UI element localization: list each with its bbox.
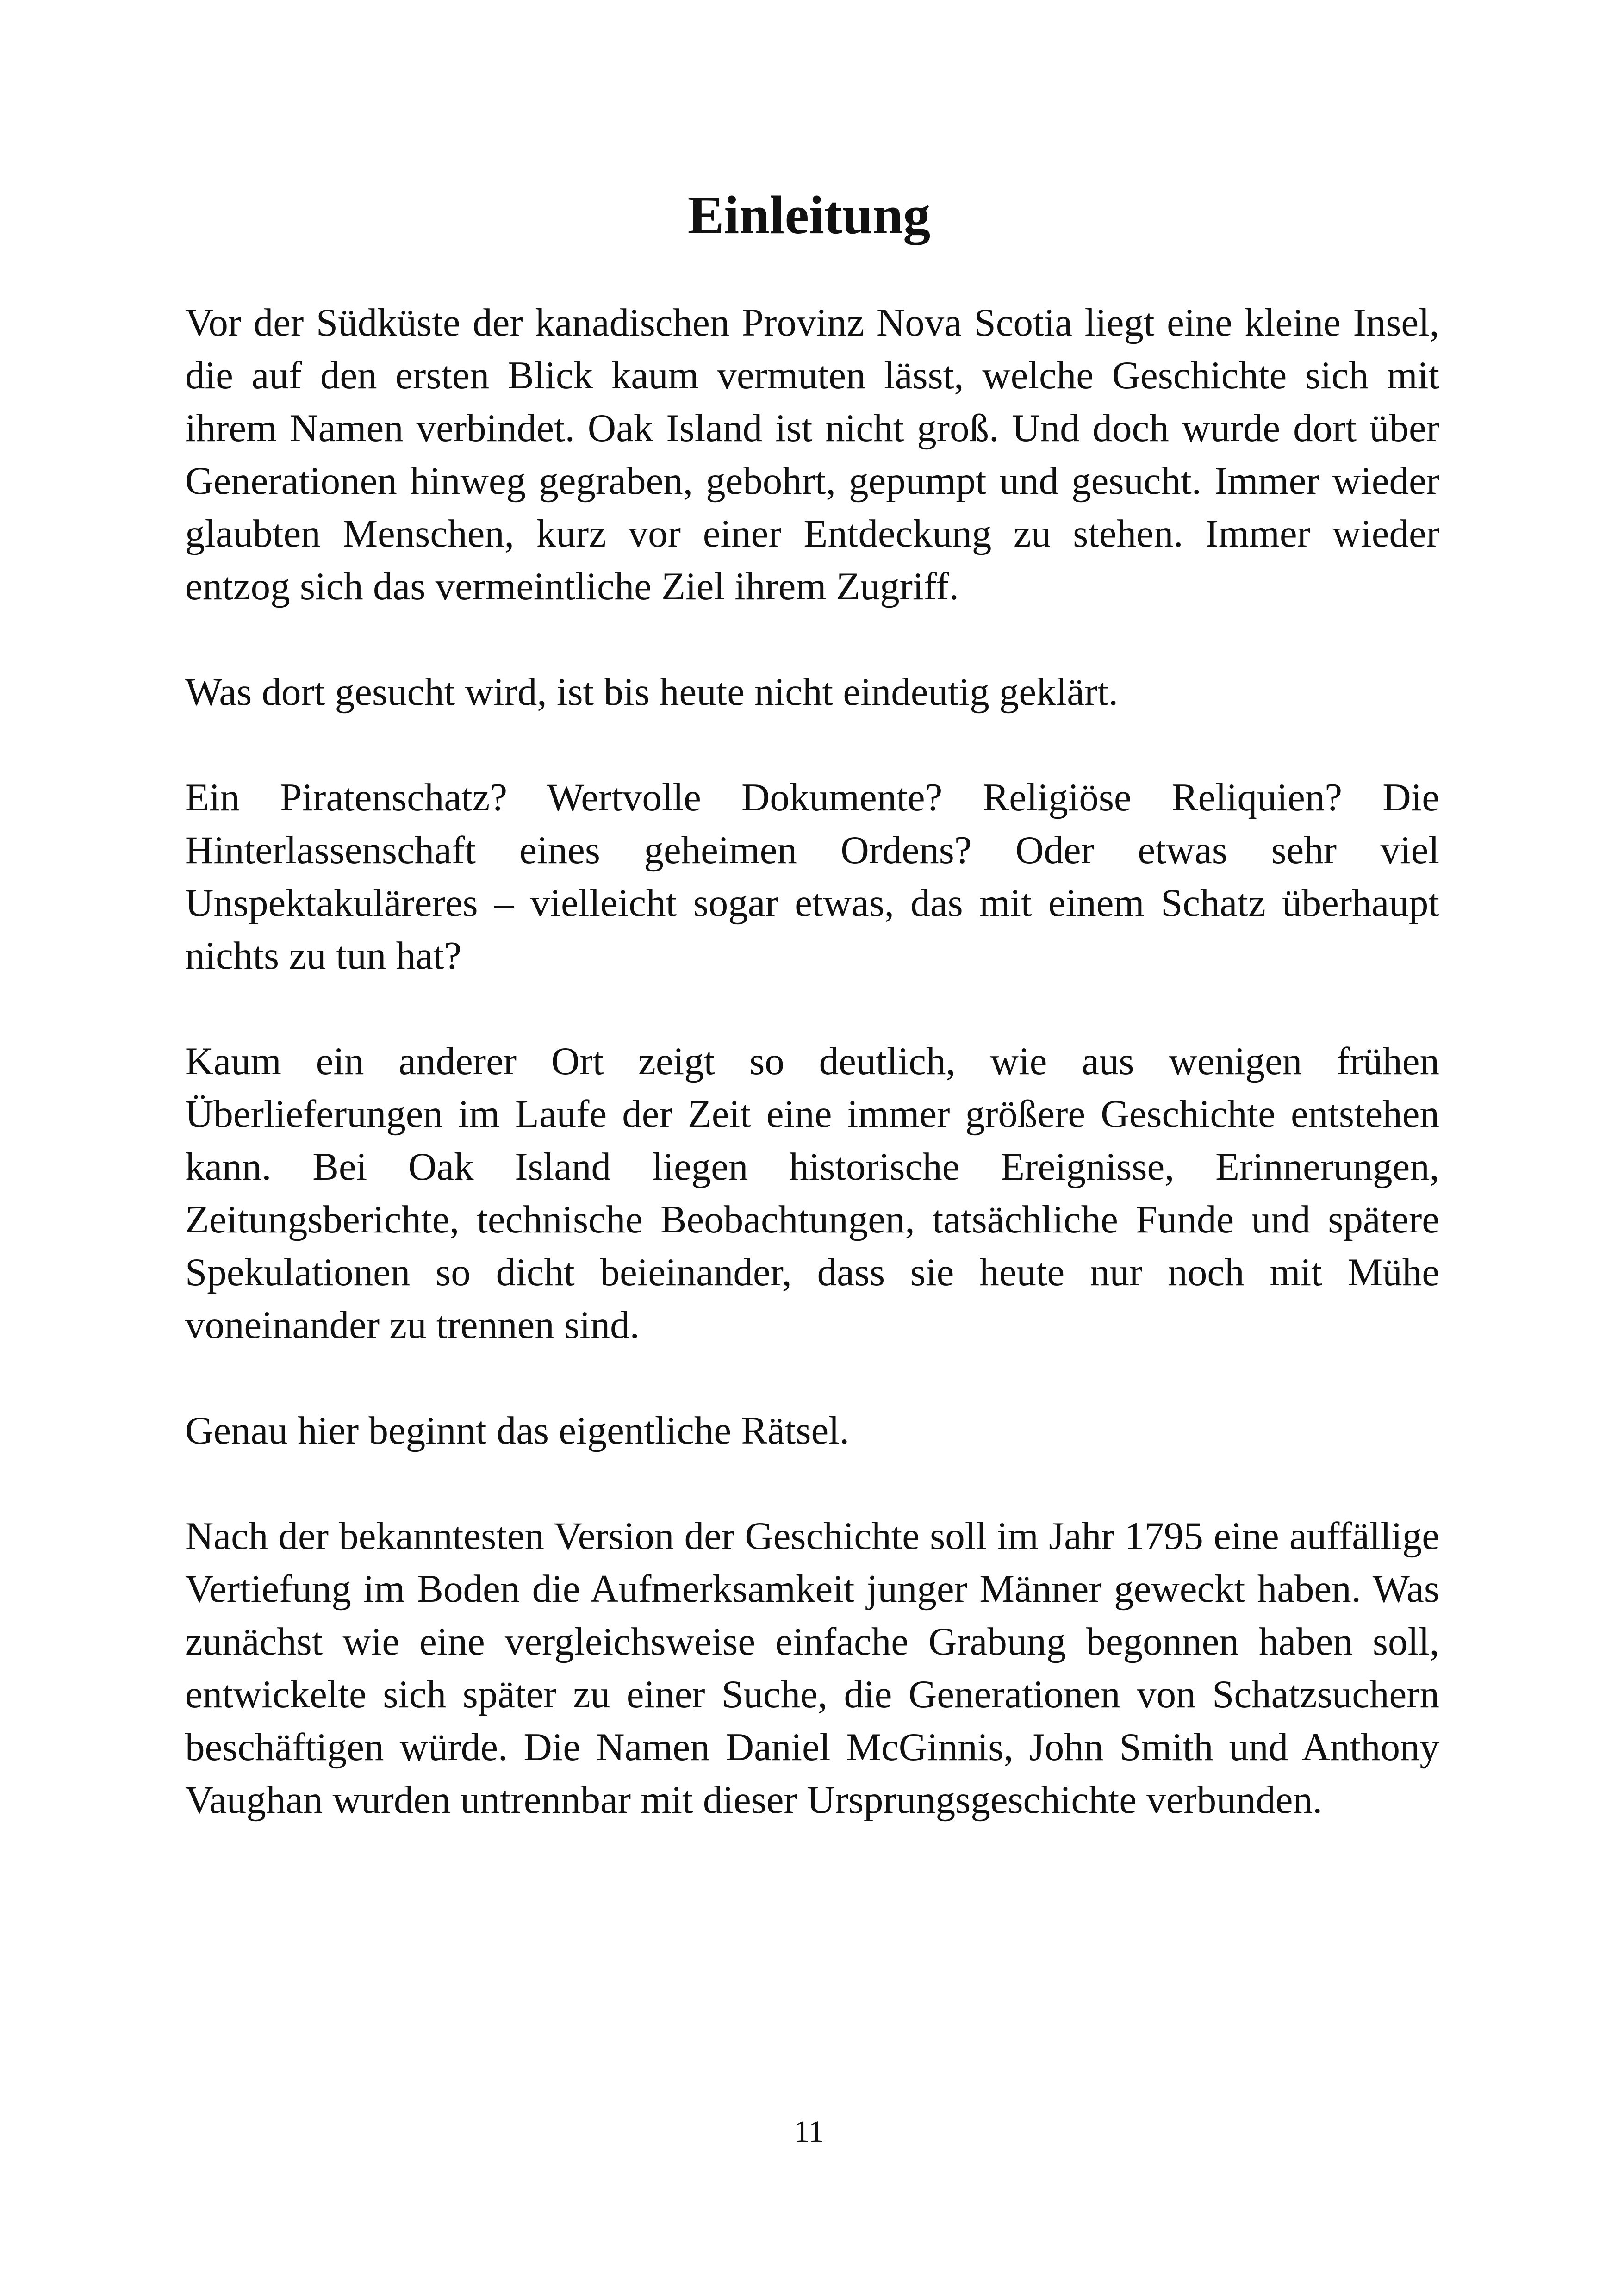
paragraph-traditions: Kaum ein anderer Ort zeigt so deutlich, wie aus wenigen frühen Überlieferungen im Laufe der Zeit eine immer größere Geschichte entstehen kann. Bei Oak Island liegen historische Ereignisse, Erinnerungen, Zeitungsberichte, technische Beobachtungen, tatsächliche Funde und spätere Spekulationen so dicht beieinander, dass sie heute nur noch mit Mühe voneinander zu trennen sind.	[185, 1039, 1439, 1347]
paragraph-unclear: Was dort gesucht wird, ist bis heute nicht eindeutig geklärt.	[185, 670, 1119, 714]
chapter-title: Einleitung	[687, 185, 931, 245]
paragraph-intro: Vor der Südküste der kanadischen Provinz Nova Scotia liegt eine kleine Insel, die auf den ersten Blick kaum vermuten lässt, welche Geschichte sich mit ihrem Namen verbindet. Oak Island ist nicht groß. Und doch wurde dort über Generationen hinweg gegraben, gebohrt, gepumpt und gesucht. Immer wieder glaubten Menschen, kurz vor einer Entdeckung zu stehen. Immer wieder entzog sich das vermeintliche Ziel ihrem Zugriff.	[185, 301, 1439, 608]
paragraph-questions: Ein Piratenschatz? Wertvolle Dokumente? Religiöse Reliquien? Die Hinterlassenschaft eines geheimen Ordens? Oder etwas sehr viel Unspektakuläreres – vielleicht sogar etwas, das mit einem Schatz überhaupt nichts zu tun hat?	[185, 776, 1439, 977]
paragraph-origin-story: Nach der bekanntesten Version der Geschichte soll im Jahr 1795 eine auffällige Vertiefung im Boden die Aufmerksamkeit junger Männer geweckt haben. Was zunächst wie eine vergleichsweise einfache Grabung begonnen haben soll, entwickelte sich später zu einer Suche, die Generationen von Schatzsuchern beschäftigen würde. Die Namen Daniel McGinnis, John Smith und Anthony Vaughan wurden untrennbar mit dieser Ursprungsgeschichte verbunden.	[185, 1514, 1439, 1822]
body-text	[185, 296, 1439, 1879]
page-number: 11	[794, 2114, 824, 2149]
paragraph-riddle: Genau hier beginnt das eigentliche Rätsel.	[185, 1409, 850, 1452]
